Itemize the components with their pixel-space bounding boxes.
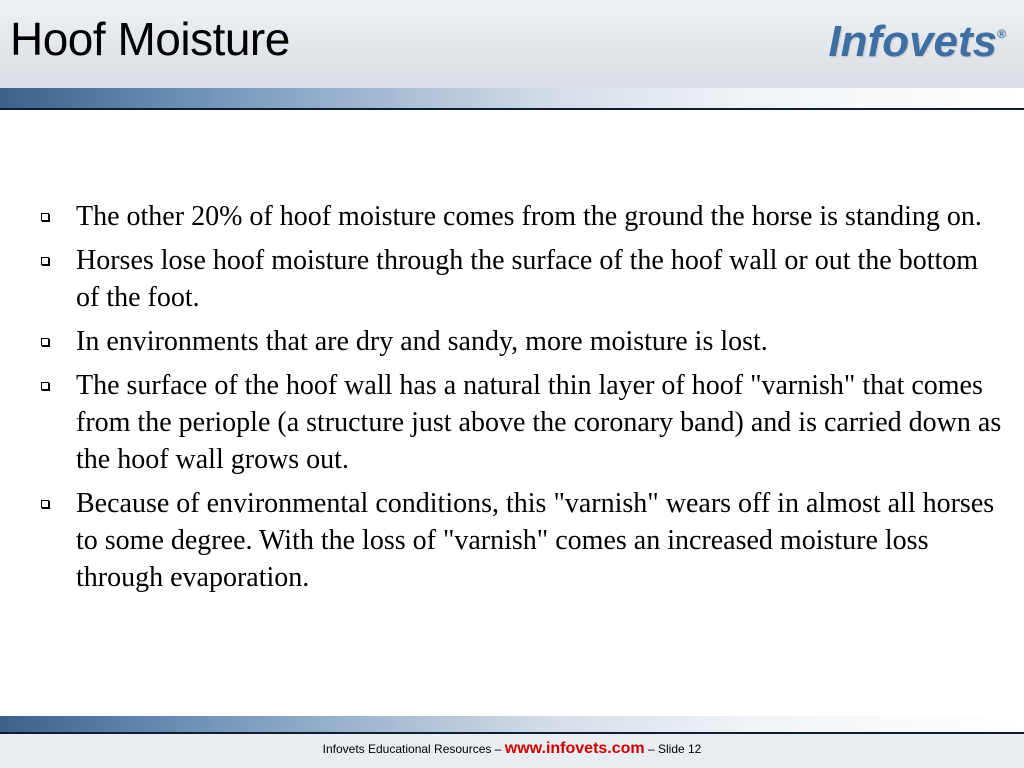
bullet-item: [36, 198, 1008, 235]
bullet-text: The other 20% of hoof moisture comes from the ground the horse is standing on.: [76, 201, 982, 232]
slide-header: [0, 0, 1024, 88]
footer-url-link[interactable]: www.infovets.com: [504, 740, 645, 757]
slide-footer: [0, 734, 1024, 768]
bullet-list: [36, 198, 1008, 596]
footer-gradient-bar: [0, 716, 1024, 734]
logo-text-info: Info: [828, 17, 910, 66]
infovets-logo: [828, 14, 1006, 70]
square-bullet-icon: [41, 257, 49, 265]
square-bullet-icon: [41, 382, 49, 390]
bullet-text: The surface of the hoof wall has a natural thin layer of hoof "varnish" that comes from the periople (a structure just above the coronary band) and is carried down as the hoof wall grows out.: [76, 370, 1002, 475]
header-gradient-bar: [0, 88, 1024, 110]
bullet-item: [36, 242, 1008, 316]
bullet-item: [36, 323, 1008, 360]
footer-slide-number: – Slide 12: [647, 742, 702, 756]
bullet-item: [36, 485, 1008, 596]
bullet-text: Horses lose hoof moisture through the surface of the hoof wall or out the bottom of the foot.: [76, 245, 979, 313]
square-bullet-icon: [41, 500, 49, 508]
square-bullet-icon: [41, 338, 49, 346]
slide-content: [36, 198, 1008, 603]
bullet-text: In environments that are dry and sandy, more moisture is lost.: [76, 326, 768, 357]
slide-title: Hoof Moisture: [10, 13, 290, 65]
square-bullet-icon: [41, 213, 49, 221]
logo-text-vets: vets: [909, 17, 998, 66]
footer-prefix: Infovets Educational Resources –: [322, 742, 502, 756]
registered-mark: ®: [997, 27, 1006, 41]
bullet-text: Because of environmental conditions, this "varnish" wears off in almost all horses to some degree. With the loss of "varnish" comes an increased moisture loss through evaporation.: [76, 488, 995, 593]
bullet-item: [36, 367, 1008, 478]
